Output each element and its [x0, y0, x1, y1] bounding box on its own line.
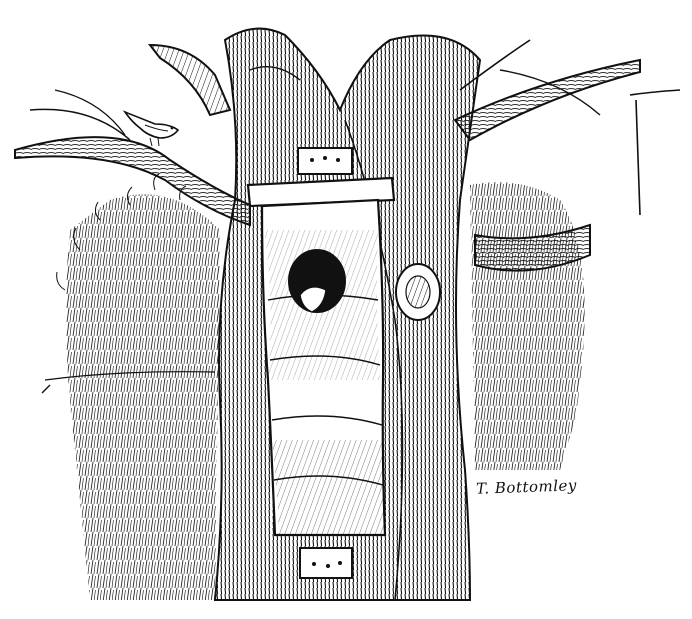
right-bushes: [470, 182, 585, 470]
left-bushes: [42, 174, 220, 600]
artist-signature: T. Bottomley: [475, 476, 578, 498]
